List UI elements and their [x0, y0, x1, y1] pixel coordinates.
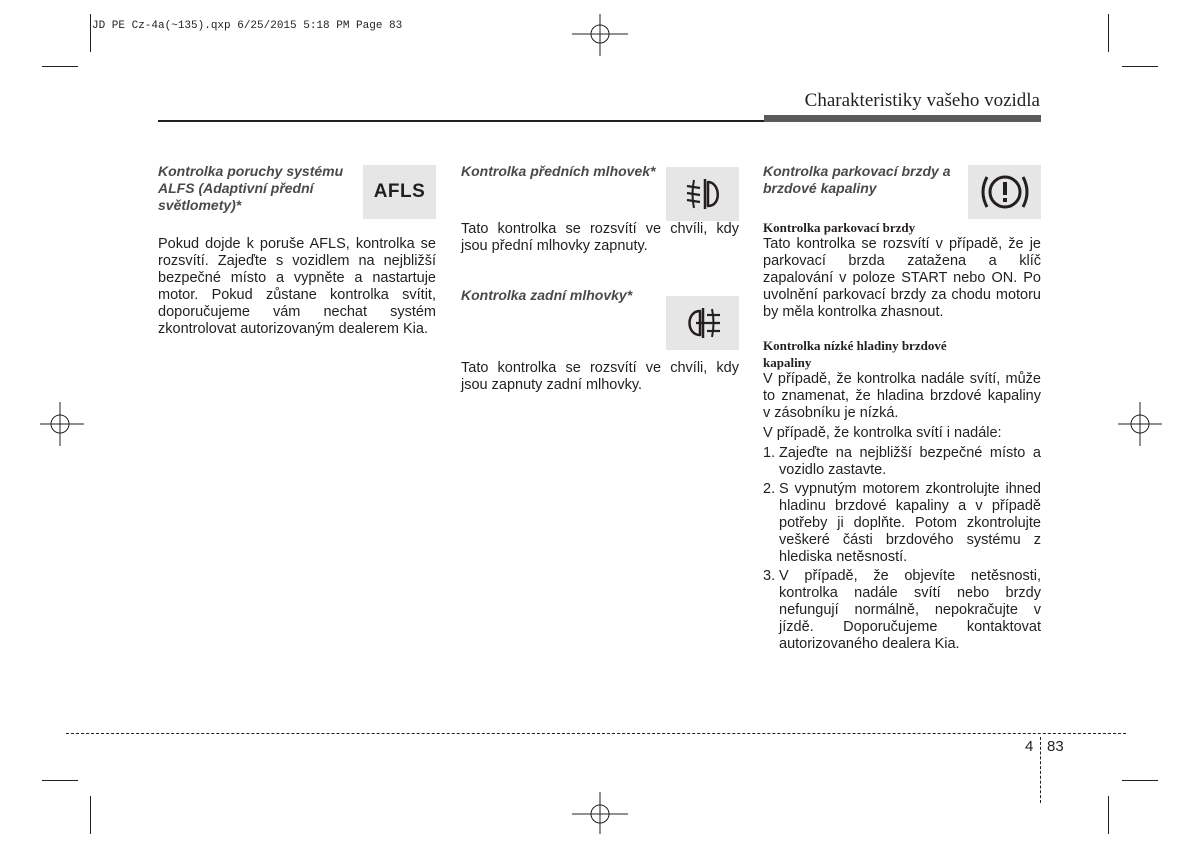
front-fog-heading: Kontrolka předních mlhovek*: [461, 163, 656, 179]
brake-icon-box: [968, 165, 1041, 219]
step-text: V případě, že objevíte netěsnosti, kontrolka nadále svítí nebo brzdy nefungují normálně, nepokračujte v jízdě. Doporučujeme kontaktovat autorizovaného dealera Kia.: [779, 568, 1041, 652]
step-number: 2.: [763, 481, 776, 497]
step-number: 1.: [763, 445, 776, 461]
parking-brake-subtitle: Kontrolka parkovací brzdy: [763, 220, 916, 235]
afls-icon: AFLS: [373, 181, 426, 202]
rear-fog-body: Tato kontrolka se rozsvítí ve chvíli, kdy jsou zapnuty zadní mlhovky.: [461, 360, 739, 393]
list-item: [763, 481, 1041, 566]
afls-body: Pokud dojde k poruše AFLS, kontrolka se rozsvítí. Zajeďte s vozidlem na nejbližší bezpečné místo a vypněte a nastartuje motor. Pokud zůstane kontrolka svítit, doporučujeme vám nechat systém zkontrolovat autorizovaným dealerem Kia.: [158, 236, 436, 337]
brake-heading: Kontrolka parkovací brzdy a brzdové kapaliny: [763, 163, 951, 196]
brake-warning-icon: [975, 169, 1035, 215]
column-afls: [158, 163, 436, 338]
header-rule-accent: [764, 115, 1041, 122]
page-number-separator: [1040, 737, 1042, 803]
registration-mark-top: [572, 12, 628, 56]
afls-icon-box: [363, 165, 436, 219]
step-number: 3.: [763, 568, 776, 584]
chapter-title: Charakteristiky vašeho vozidla: [804, 90, 1040, 111]
brake-fluid-section: [763, 337, 1041, 653]
registration-mark-bottom: [572, 792, 628, 836]
print-slug: JD PE Cz-4a(~135).qxp 6/25/2015 5:18 PM Page 83: [92, 20, 403, 32]
registration-mark-left: [40, 400, 84, 448]
step-text: S vypnutým motorem zkontrolujte ihned hladinu brzdové kapaliny a v případě potřeby ji doplňte. Potom zkontrolujte veškeré části brzdového systému z hlediska netěsností.: [779, 481, 1041, 565]
brake-fluid-para1: V případě, že kontrolka nadále svítí, může to znamenat, že hladina brzdové kapaliny v zásobníku je nízká.: [763, 371, 1041, 421]
column-brake: [763, 163, 1041, 655]
rear-fog-icon-box: [666, 296, 739, 350]
afls-heading: Kontrolka poruchy systému ALFS (Adaptivní přední světlomety)*: [158, 163, 344, 213]
parking-brake-section: [763, 219, 1041, 321]
step-text: Zajeďte na nejbližší bezpečné místo a vozidlo zastavte.: [779, 445, 1041, 478]
rear-fog-light-icon: [680, 303, 726, 343]
brake-fluid-steps: [763, 445, 1041, 653]
chapter-number: 4: [1025, 738, 1034, 755]
front-fog-body: Tato kontrolka se rozsvítí ve chvíli, kdy jsou přední mlhovky zapnuty.: [461, 221, 739, 254]
rear-fog-heading: Kontrolka zadní mlhovky*: [461, 287, 633, 303]
parking-brake-body: Tato kontrolka se rozsvítí v případě, že je parkovací brzda zatažena a klíč zapalování v poloze START nebo ON. Po uvolnění parkovací brzdy za chodu motoru by měla kontrolka zhasnout.: [763, 236, 1041, 320]
registration-mark-right: [1118, 400, 1162, 448]
brake-fluid-subtitle: Kontrolka nízké hladiny brzdové kapaliny: [763, 338, 947, 370]
list-item: [763, 568, 1041, 653]
brake-fluid-para2: V případě, že kontrolka svítí i nadále:: [763, 425, 1002, 441]
front-fog-icon-box: [666, 167, 739, 221]
list-item: [763, 445, 1041, 479]
front-fog-light-icon: [680, 174, 726, 214]
header-rule: [158, 120, 764, 122]
footer-rule: [66, 733, 1126, 734]
page-number: 83: [1047, 738, 1064, 755]
column-fog-lights: [461, 163, 739, 394]
